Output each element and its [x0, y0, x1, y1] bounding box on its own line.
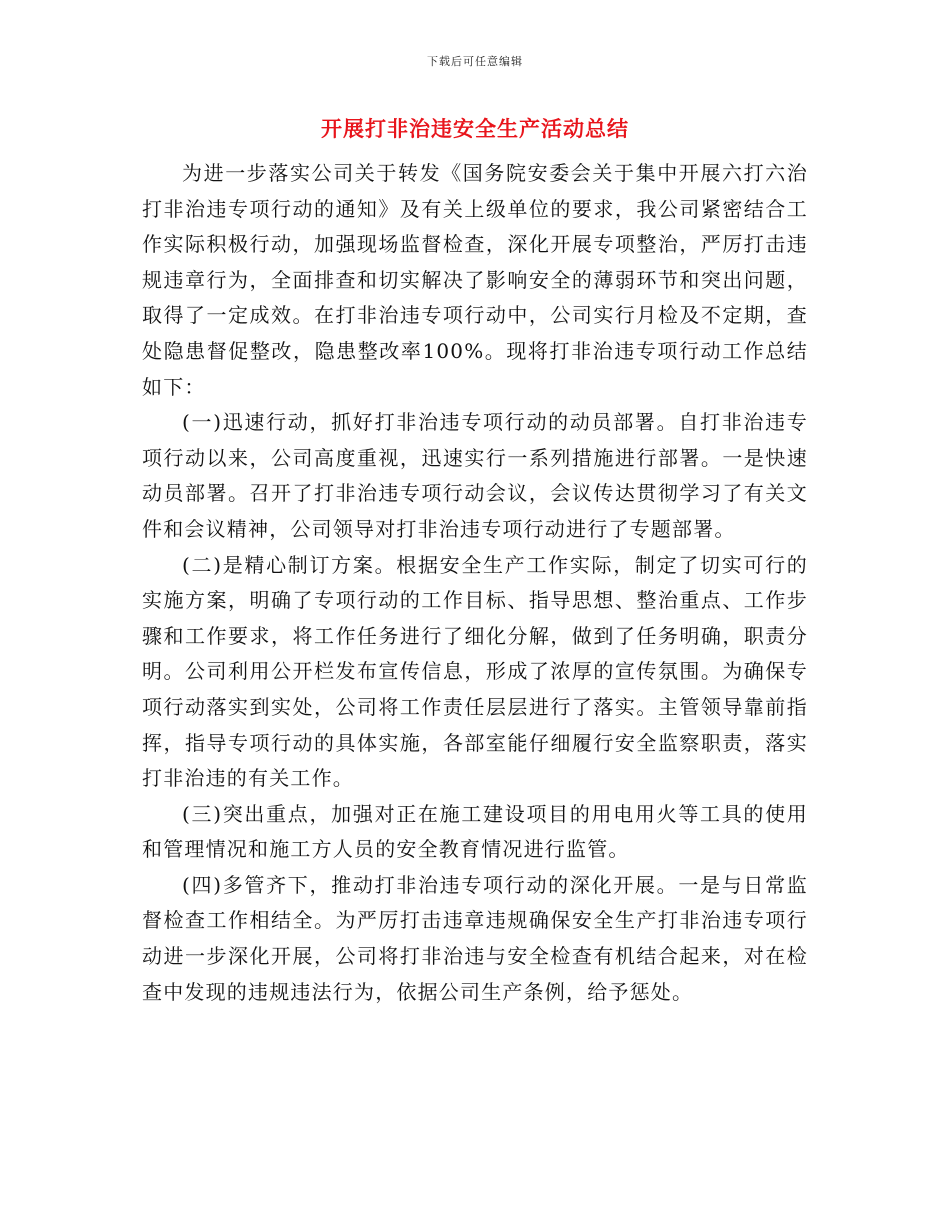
- paragraph-section-4: (四)多管齐下，推动打非治违专项行动的深化开展。一是与日常监督检查工作相结全。为严厉打击违章违规确保安全生产打非治违专项行动进一步深化开展，公司将打非治违与安全检查有机结合起来，对在检查中发现的违规违法行为，依据公司生产条例，给予惩处。: [142, 872, 808, 1004]
- paragraph-intro: 为进一步落实公司关于转发《国务院安委会关于集中开展六打六治打非治违专项行动的通知》及有关上级单位的要求，我公司紧密结合工作实际积极行动，加强现场监督检查，深化开展专项整治，严厉打击违规违章行为，全面排查和切实解决了影响安全的薄弱环节和突出问题，取得了一定成效。在打非治违专项行动中，公司实行月检及不定期，查处隐患督促整改，隐患整改率100%。现将打非治违专项行动工作总结如下：: [142, 161, 808, 399]
- paragraph-section-3: (三)突出重点，加强对正在施工建设项目的用电用火等工具的使用和管理情况和施工方人员的安全教育情况进行监管。: [142, 801, 808, 862]
- paragraph-section-2: (二)是精心制订方案。根据安全生产工作实际，制定了切实可行的实施方案，明确了专项行动的工作目标、指导思想、整治重点、工作步骤和工作要求，将工作任务进行了细化分解，做到了任务明确，职责分明。公司利用公开栏发布宣传信息，形成了浓厚的宣传氛围。为确保专项行动落实到实处，公司将工作责任层层进行了落实。主管领导靠前指挥，指导专项行动的具体实施，各部室能仔细履行安全监察职责，落实打非治违的有关工作。: [142, 552, 808, 791]
- document-body: [142, 156, 808, 1010]
- paragraph-section-1: (一)迅速行动，抓好打非治违专项行动的动员部署。自打非治违专项行动以来，公司高度重视，迅速实行一系列措施进行部署。一是快速动员部署。召开了打非治违专项行动会议，会议传达贯彻学习了有关文件和会议精神，公司领导对打非治违专项行动进行了专题部署。: [142, 410, 808, 541]
- header-note: 下载后可任意编辑: [427, 55, 523, 68]
- document-title: 开展打非治违安全生产活动总结: [321, 116, 629, 141]
